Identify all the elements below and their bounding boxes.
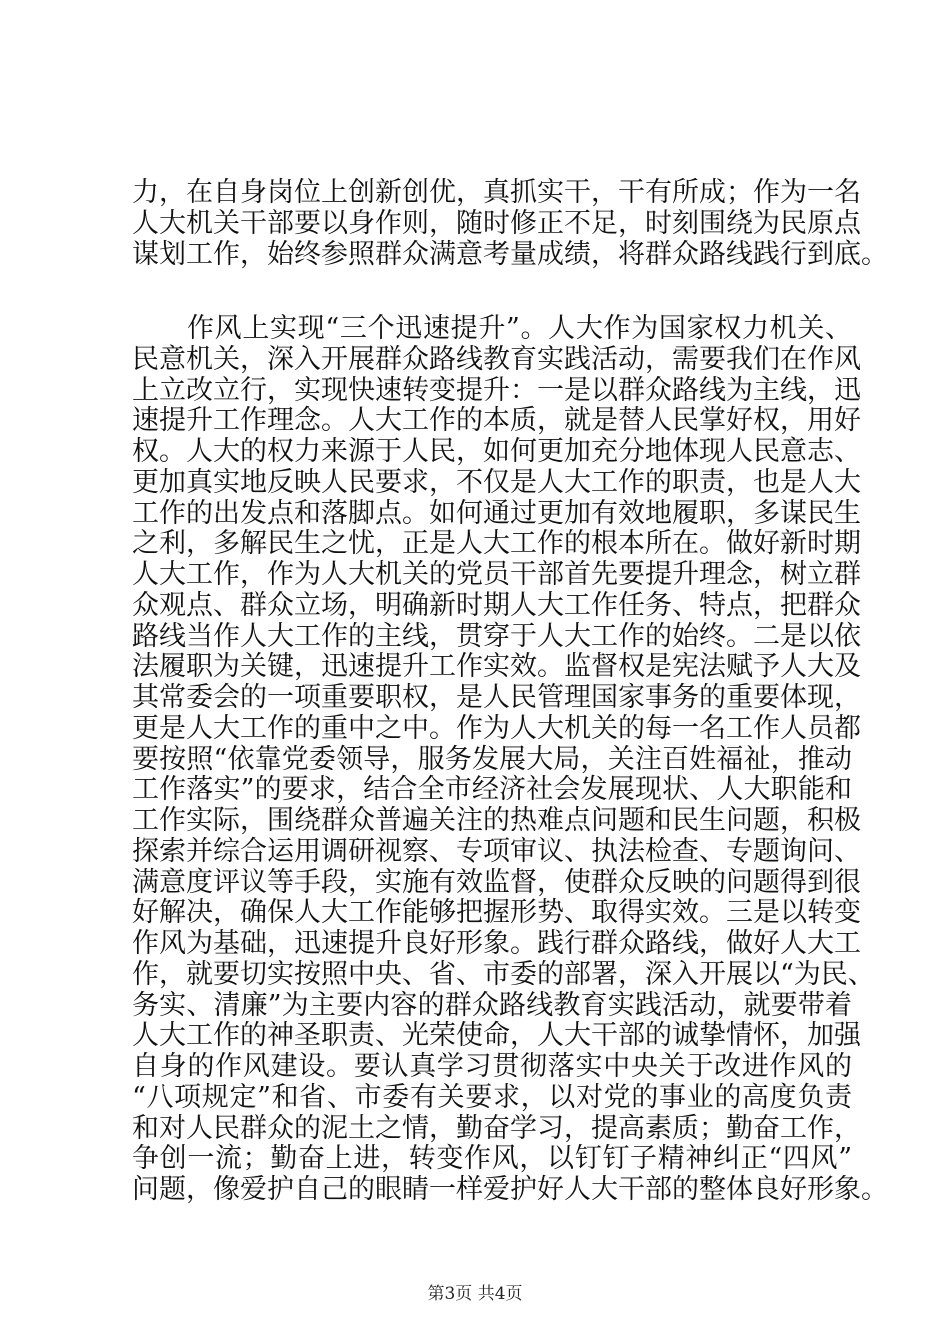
text-line: 满意度评议等手段，实施有效监督，使群众反映的问题得到很 [132,866,861,898]
text-line: 其常委会的一项重要职权，是人民管理国家事务的重要体现， [132,682,861,713]
text-line: 问题，像爱护自己的眼睛一样爱护好人大干部的整体良好形象。 [132,1174,888,1205]
text-line: 路线当作人大工作的主线，贯穿于人大工作的始终。二是以依 [132,620,861,652]
text-line: 作风上实现“三个迅速提升”。人大作为国家权力机关、 [187,313,852,344]
text-line: 探索并综合运用调研视察、专项审议、执法检查、专题询问、 [132,835,861,867]
text-line: 作风为基础，迅速提升良好形象。践行群众路线，做好人大工 [132,928,861,959]
text-line: 作，就要切实按照中央、省、市委的部署，深入开展以“为民、 [132,958,875,990]
text-line: 权。人大的权力来源于人民，如何更加充分地体现人民意志、 [132,436,861,467]
text-line: 人大机关干部要以身作则，随时修正不足，时刻围绕为民原点 [132,207,861,239]
text-line: 自身的作风建设。要认真学习贯彻落实中央关于改进作风的 [132,1051,852,1082]
text-line: 法履职为关键，迅速提升工作实效。监督权是宪法赋予人大及 [132,651,861,683]
text-line: 更是人大工作的重中之中。作为人大机关的每一名工作人员都 [132,712,861,744]
text-line: “八项规定”和省、市委有关要求，以对党的事业的高度负责 [132,1081,852,1113]
text-line: 之利，多解民生之忧，正是人大工作的根本所在。做好新时期 [132,528,861,560]
text-line: 工作的出发点和落脚点。如何通过更加有效地履职，多谋民生 [132,497,861,529]
text-line: 好解决，确保人大工作能够把握形势、取得实效。三是以转变 [132,897,861,929]
text-line: 谋划工作，始终参照群众满意考量成绩，将群众路线践行到底。 [132,238,888,270]
text-line: 务实、清廉”为主要内容的群众路线教育实践活动，就要带着 [132,989,852,1021]
text-line: 人大工作，作为人大机关的党员干部首先要提升理念，树立群 [132,559,861,590]
text-line: 和对人民群众的泥土之情，勤奋学习，提高素质；勤奋工作， [132,1112,861,1144]
text-line: 民意机关，深入开展群众路线教育实践活动，需要我们在作风 [132,343,861,375]
text-line: 工作落实”的要求，结合全市经济社会发展现状、人大职能和 [132,774,852,806]
text-line: 上立改立行，实现快速转变提升：一是以群众路线为主线，迅 [132,374,861,406]
text-line: 更加真实地反映人民要求，不仅是人大工作的职责，也是人大 [132,466,861,498]
text-line: 力，在自身岗位上创新创优，真抓实干，干有所成；作为一名 [132,177,861,208]
page-number-footer: 第3页 共4页 [427,1284,523,1304]
text-line: 争创一流；勤奋上进，转变作风，以钉钉子精神纠正“四风” [132,1143,852,1175]
text-line: 速提升工作理念。人大工作的本质，就是替人民掌好权，用好 [132,405,861,437]
text-line: 众观点、群众立场，明确新时期人大工作任务、特点，把群众 [132,589,861,621]
text-line: 人大工作的神圣职责、光荣使命，人大干部的诚挚情怀，加强 [132,1020,861,1052]
text-line: 工作实际，围绕群众普遍关注的热难点问题和民生问题，积极 [132,805,861,836]
text-line: 要按照“依靠党委领导，服务发展大局，关注百姓福祉，推动 [132,743,852,775]
